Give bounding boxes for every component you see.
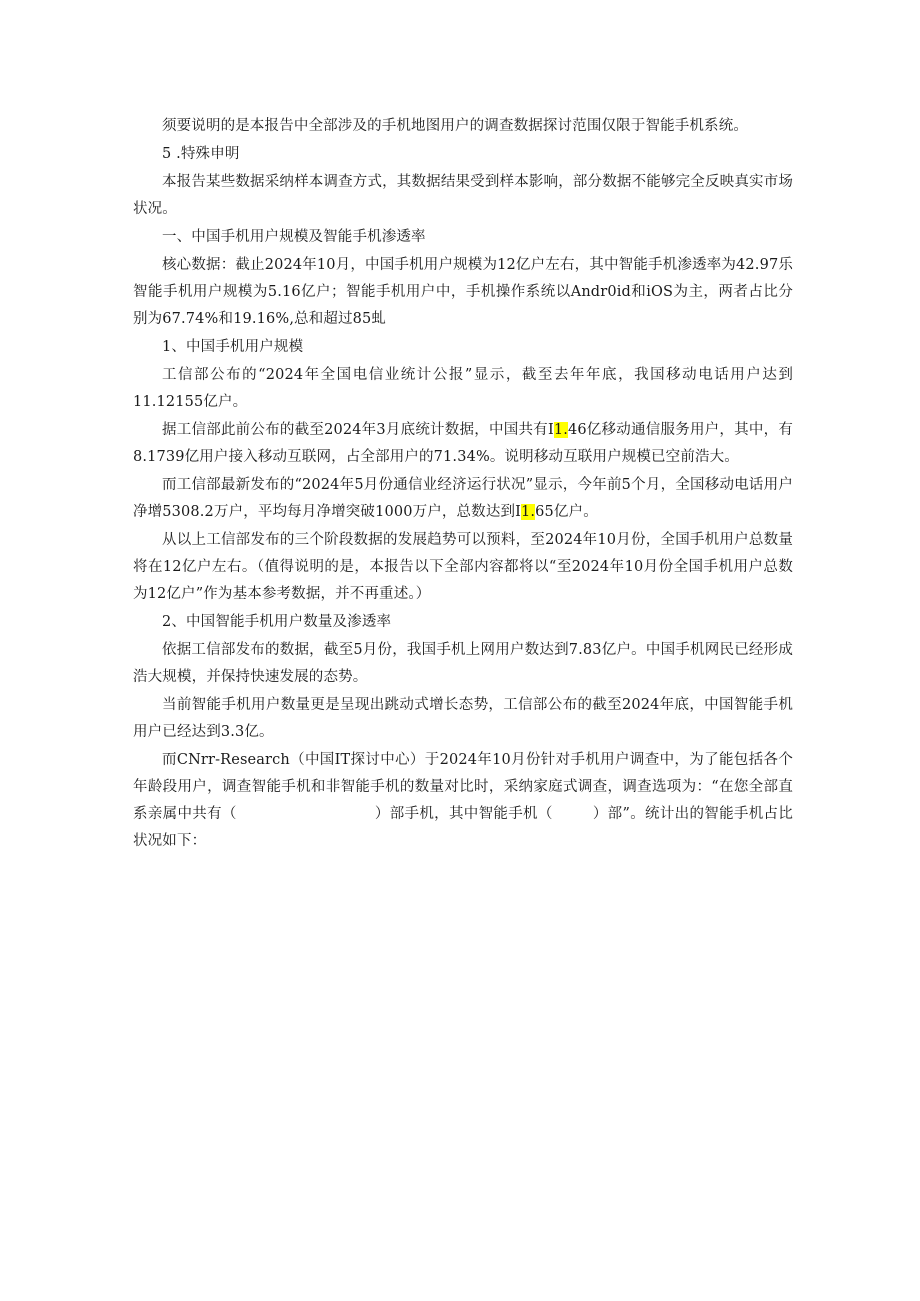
heading-special-statement: 5 .特殊申明 (162, 146, 240, 162)
heading-smartphone-penetration: 2、中国智能手机用户数量及渗透率 (162, 614, 392, 630)
survey-text-c: ）部”。统计出的智能手机占比状况如下： (133, 806, 793, 849)
paragraph-smartphone-growth: 当前智能手机用户数量更是呈现出跳动式增长态势，工信部公布的截至2024年底，中国智能手机用户已经达到3.3亿。 (133, 697, 793, 740)
may-stats-text-a: 而工信部最新发布的“2024年5月份通信业经济运行状况”显示，今年前5个月，全国移动电话用户净增5308.2万户，平均每月净增突破1000万户，总数达到I (133, 477, 793, 520)
highlight-mark: 1. (553, 422, 568, 438)
paragraph-scope-note: 须要说明的是本报告中全部涉及的手机地图用户的调查数据探讨范围仅限于智能手机系统。 (162, 118, 748, 134)
paragraph-survey-method (133, 747, 793, 855)
paragraph-may-stats (133, 472, 793, 526)
paragraph-mobile-internet-users: 依据工信部发布的数据，截至5月份，我国手机上网用户数达到7.83亿户。中国手机网民已经形成浩大规模，并保持快速发展的态势。 (133, 642, 793, 685)
heading-user-scale: 1、中国手机用户规模 (162, 339, 304, 355)
survey-text-a: 而CNrr-Research（中国IT探讨中心）于2024年10月份针对手机用户调查中，为了能包括各个年龄段用户，调查智能手机和非智能手机的数量对比时，采纳家庭式调查，调查选项为：“在您全部直系亲属中共有（ (133, 752, 793, 822)
paragraph-core-data: 核心数据：截止2024年10月，中国手机用户规模为12亿户左右，其中智能手机渗透率为42.97乐智能手机用户规模为5.16亿户；智能手机用户中，手机操作系统以Andr0id和iOS为主，两者占比分别为67.74%和19.16%,总和超过85虬 (133, 257, 793, 327)
paragraph-trend-forecast: 从以上工信部发布的三个阶段数据的发展趋势可以预料，至2024年10月份，全国手机用户总数量将在12亿户左右。（值得说明的是，本报告以下全部内容都将以“至2024年10月份全国手机用户总数为12亿户”作为基本参考数据，并不再重述。） (133, 532, 793, 602)
march-stats-text-a: 据工信部此前公布的截至2024年3月底统计数据，中国共有I (162, 422, 554, 438)
heading-section-one: 一、中国手机用户规模及智能手机渗透率 (162, 229, 426, 245)
march-stats-text-b: 46亿移动通信服务用户，其中，有8.1739亿用户接入移动互联网，占全部用户的71.34%。说明移动互联用户规模已空前浩大。 (133, 422, 794, 465)
highlight-mark: 1. (521, 504, 536, 520)
paragraph-sampling-note: 本报告某些数据采纳样本调查方式，其数据结果受到样本影响，部分数据不能够完全反映真实市场状况。 (133, 174, 793, 217)
survey-text-b: ）部手机，其中智能手机（ (374, 806, 553, 822)
paragraph-march-stats (133, 417, 793, 471)
paragraph-telecom-bulletin: 工信部公布的“2024年全国电信业统计公报”显示，截至去年年底，我国移动电话用户达到11.12155亿户。 (133, 367, 793, 410)
may-stats-text-b: 65亿户。 (535, 504, 598, 520)
document-page (133, 113, 793, 856)
